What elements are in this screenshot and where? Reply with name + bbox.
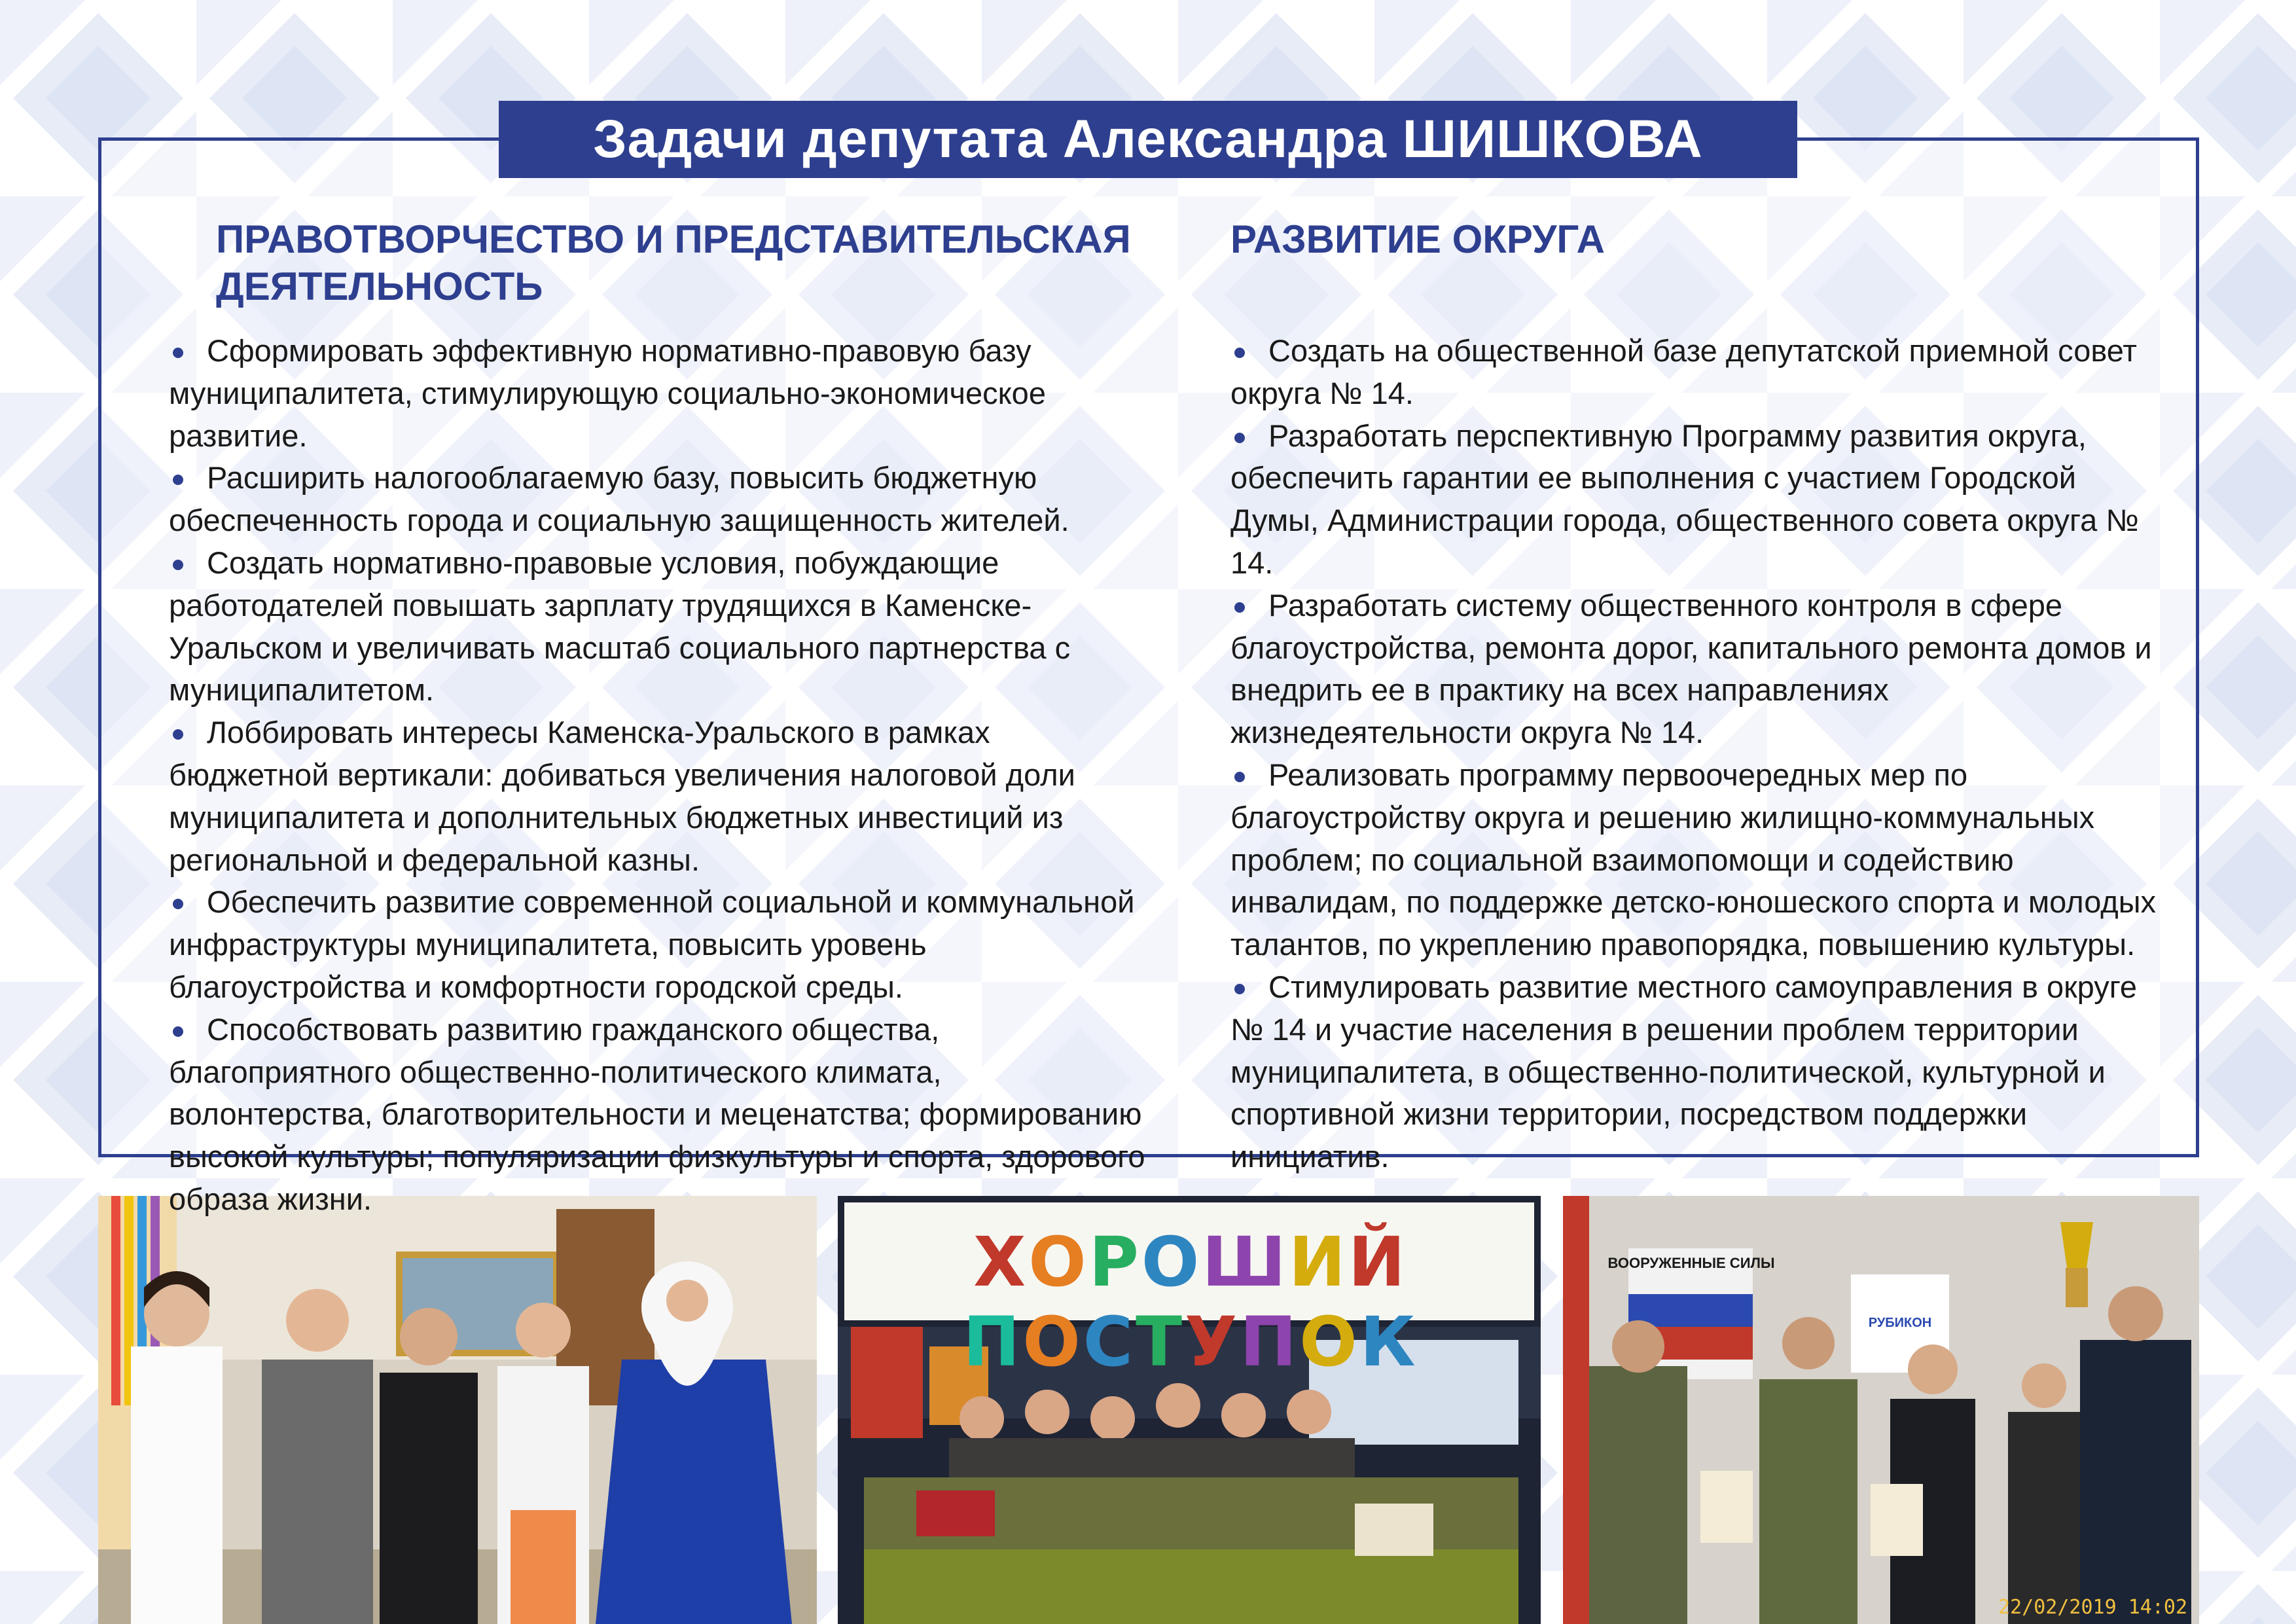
banner-letter: С	[1083, 1302, 1136, 1382]
bullet-icon	[1234, 772, 1245, 782]
bullet-icon	[173, 475, 183, 485]
title-banner	[499, 101, 1797, 178]
sign-left: ВООРУЖЕННЫЕ СИЛЫ	[1607, 1255, 1775, 1271]
right-task-list	[1230, 330, 2160, 1178]
banner-letter: Ш	[1202, 1222, 1289, 1302]
banner-letter: О	[1141, 1222, 1202, 1302]
banner-letter: О	[1028, 1222, 1089, 1302]
item-text: Стимулировать развитие местного самоуправления в округе № 14 и участие населения в решении проблем территории муниципалитета, в общественно-политической, культурной и спортивной жизни территории, посредством поддержки инициатив.	[1230, 969, 2138, 1174]
list-item	[1230, 415, 2160, 585]
item-text: Создать на общественной базе депутатской приемной совет округа № 14.	[1230, 333, 2137, 410]
banner-letter: Р	[1088, 1222, 1141, 1302]
banner-letter: П	[1240, 1302, 1300, 1382]
right-column	[1230, 216, 2160, 1178]
banner-letter: О	[1299, 1302, 1360, 1382]
sign-right: РУБИКОН	[1868, 1316, 1932, 1330]
banner-letter: Х	[973, 1222, 1029, 1302]
list-item	[1230, 585, 2160, 754]
item-text: Реализовать программу первоочередных мер по благоустройству округа и решению жилищно-коммунальных проблем; по социальной взаимопомощи и содействию инвалидам, по поддержке детско-юношеского спорта и молодых талантов, по укреплению правопорядка, повышению культуры.	[1230, 757, 2157, 962]
banner-letter: О	[1022, 1302, 1083, 1382]
bullet-icon	[1234, 433, 1245, 443]
list-item	[1230, 966, 2160, 1178]
item-text: Создать нормативно-правовые условия, побуждающие работодателей повышать зарплату трудящихся в Каменске-Уральском и увеличивать масштаб социального партнерства с муниципалитетом.	[169, 545, 1071, 708]
banner-letter: Й	[1348, 1222, 1408, 1302]
list-item	[169, 1009, 1151, 1221]
right-heading: РАЗВИТИЕ ОКРУГА	[1230, 217, 1605, 261]
item-text: Сформировать эффективную нормативно-правовую базу муниципалитета, стимулирующую социально-экономическое развитие.	[169, 333, 1046, 453]
photo-timestamp: 22/02/2019 14:02	[1998, 1596, 2187, 1619]
photo-new-year-visit	[98, 1196, 817, 1624]
item-text: Лоббировать интересы Каменска-Уральского в рамках бюджетной вертикали: добиваться увеличения налоговой доли муниципалитета и дополнительных бюджетных инвестиций из региональной и федеральной казны.	[169, 715, 1075, 877]
banner-letter: Т	[1136, 1302, 1185, 1382]
list-item	[169, 457, 1151, 542]
list-item	[169, 542, 1151, 712]
banner-letter: П	[963, 1302, 1023, 1382]
page-title: Задачи депутата Александра ШИШКОВА	[593, 109, 1703, 169]
item-text: Расширить налогооблагаемую базу, повысить бюджетную обеспеченность города и социальную защищенность жителей.	[169, 460, 1069, 538]
item-text: Разработать перспективную Программу развития округа, обеспечить гарантии ее выполнения с участием Городской Думы, Администрации города, общественного совета округа № 14.	[1230, 418, 2139, 580]
photo-awards-ceremony	[1563, 1196, 2199, 1624]
list-item	[1230, 330, 2160, 415]
bullet-icon	[173, 729, 183, 740]
left-task-list	[169, 330, 1151, 1221]
list-item	[1230, 754, 2160, 966]
bullet-icon	[173, 348, 183, 358]
left-heading: ПРАВОТВОРЧЕСТВО И ПРЕДСТАВИТЕЛЬСКАЯ ДЕЯТЕЛЬНОСТЬ	[216, 217, 1131, 308]
photo-good-deed-fair	[838, 1196, 1541, 1624]
left-column	[169, 216, 1151, 1221]
bullet-icon	[1234, 602, 1245, 613]
item-text: Способствовать развитию гражданского общества, благоприятного общественно-политического климата, волонтерства, благотворительности и меценатства; формированию высокой культуры; популяризации физкультуры и спорта, здорового образа жизни.	[169, 1011, 1145, 1216]
item-text: Разработать систему общественного контроля в сфере благоустройства, ремонта дорог, капитального ремонта домов и внедрить ее в практику на всех направлениях жизнедеятельности округа № 14.	[1230, 587, 2152, 750]
banner-letter: И	[1288, 1222, 1348, 1302]
banner-letter: К	[1359, 1302, 1418, 1382]
bullet-icon	[1234, 984, 1245, 994]
list-item	[169, 881, 1151, 1008]
banner-sign	[853, 1222, 1528, 1382]
bullet-icon	[1234, 348, 1245, 358]
bullet-icon	[173, 899, 183, 909]
bullet-icon	[173, 560, 183, 570]
item-text: Обеспечить развитие современной социальной и коммунальной инфраструктуры муниципалитета, повысить уровень благоустройства и комфортности городской среды.	[169, 884, 1135, 1004]
list-item	[169, 330, 1151, 457]
bullet-icon	[173, 1026, 183, 1037]
list-item	[169, 712, 1151, 881]
banner-letter: У	[1185, 1302, 1240, 1382]
